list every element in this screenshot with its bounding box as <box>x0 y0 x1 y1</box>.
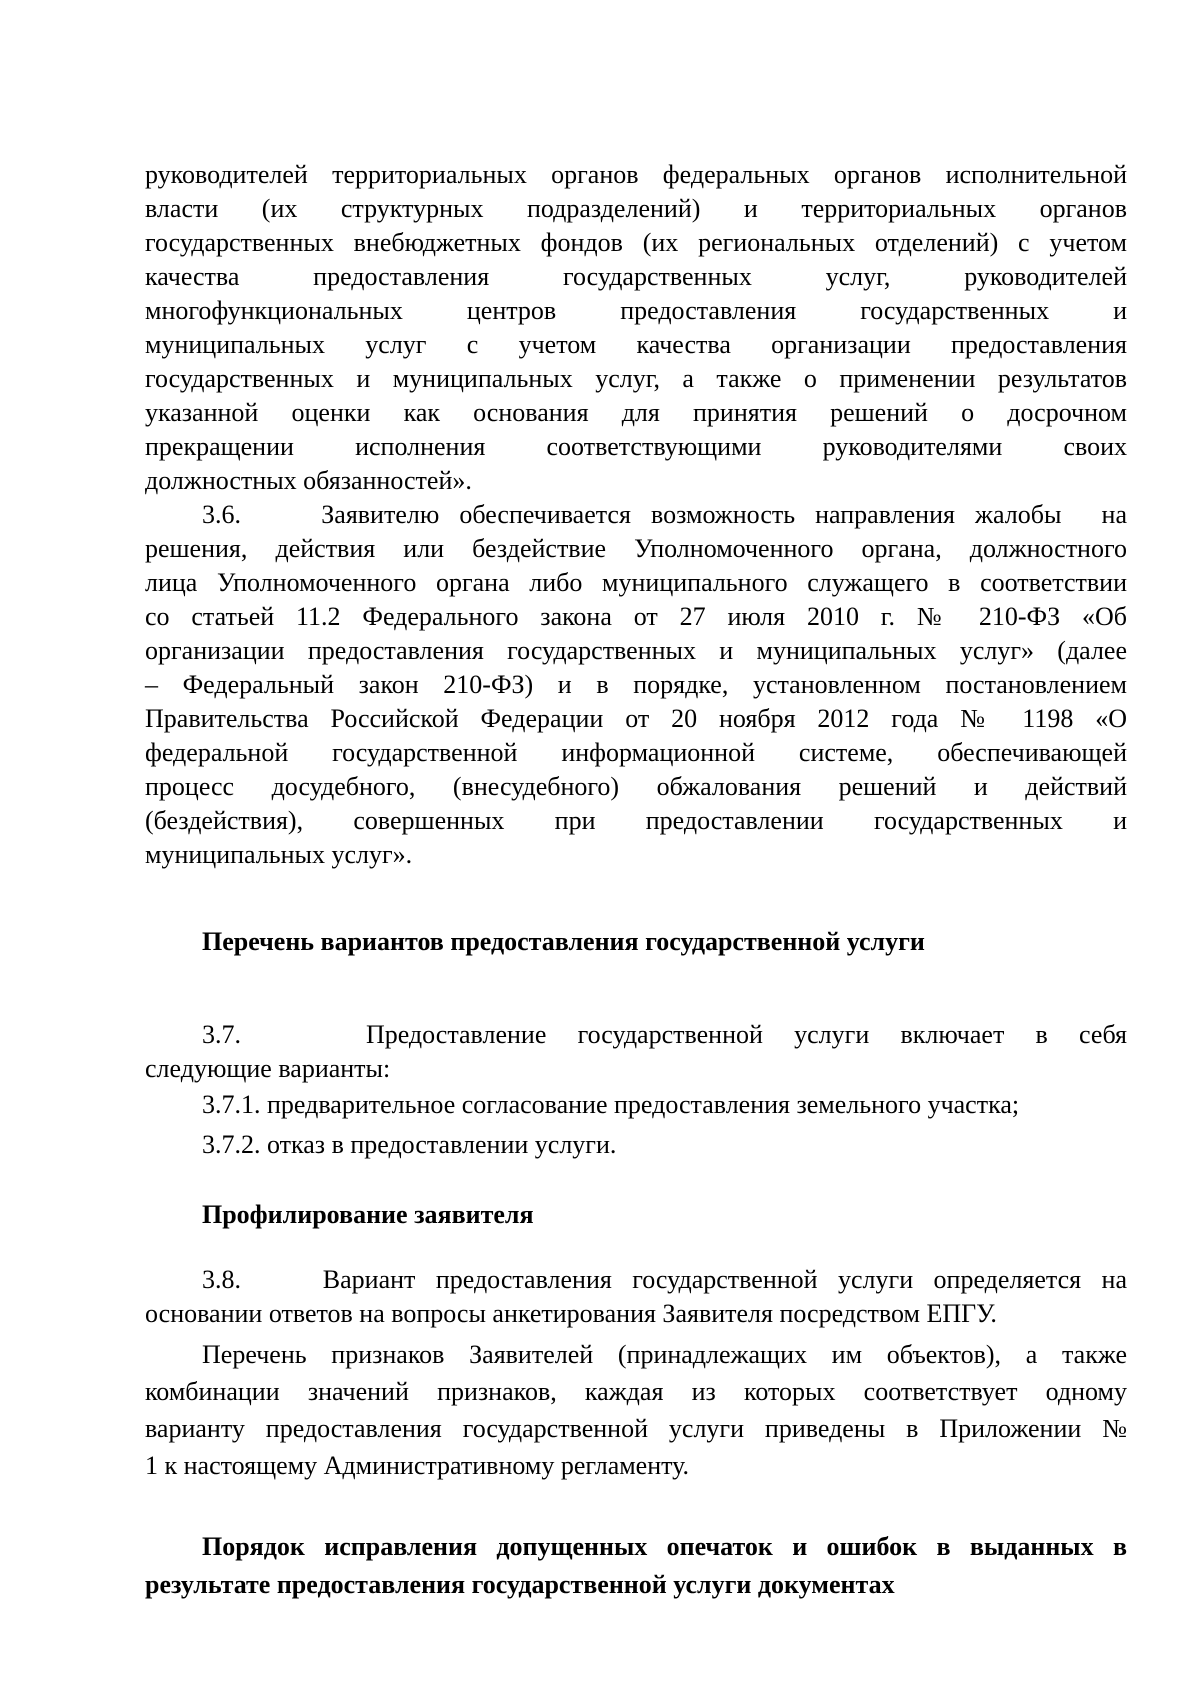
text-line: 3.6. Заявителю обеспечивается возможность направления жалобы на <box>202 500 1127 529</box>
text-line: качества предоставления государственных услуг, руководителей <box>145 262 1127 291</box>
paragraph-3-8 <box>145 1263 1127 1331</box>
text-line: 1 к настоящему Административному регламенту. <box>145 1451 690 1480</box>
list-item-3-7-1 <box>145 1088 1127 1122</box>
text-line: следующие варианты: <box>145 1054 391 1083</box>
text-line: Перечень признаков Заявителей (принадлежащих им объектов), а также <box>202 1340 1127 1369</box>
text-line: государственных внебюджетных фондов (их региональных отделений) с учетом <box>145 228 1127 257</box>
heading-profiling <box>145 1198 1127 1232</box>
list-item-3-7-2 <box>145 1128 1127 1162</box>
text-line: государственных и муниципальных услуг, а также о применении результатов <box>145 364 1127 393</box>
paragraph-evaluation-continuation <box>145 158 1127 498</box>
section-heading: Профилирование заявителя <box>202 1200 534 1229</box>
text-line: 3.7.2. отказ в предоставлении услуги. <box>202 1130 617 1159</box>
text-line: процесс досудебного, (внесудебного) обжалования решений и действий <box>145 772 1127 801</box>
section-heading-line: Порядок исправления допущенных опечаток и ошибок в выданных в <box>202 1532 1127 1561</box>
paragraph-3-7 <box>145 1018 1127 1086</box>
text-line: варианту предоставления государственной услуги приведены в Приложении № <box>145 1414 1127 1443</box>
text-line: власти (их структурных подразделений) и территориальных органов <box>145 194 1127 223</box>
text-line: Правительства Российской Федерации от 20 ноября 2012 года № 1198 «О <box>145 704 1127 733</box>
text-line: 3.8. Вариант предоставления государственной услуги определяется на <box>202 1265 1127 1294</box>
text-line: указанной оценки как основания для принятия решений о досрочном <box>145 398 1127 427</box>
text-line: прекращении исполнения соответствующими руководителями своих <box>145 432 1127 461</box>
section-heading: Перечень вариантов предоставления государственной услуги <box>202 927 925 956</box>
text-line: должностных обязанностей». <box>145 466 472 495</box>
text-line: организации предоставления государственных и муниципальных услуг» (далее <box>145 636 1127 665</box>
paragraph-applicant-signs <box>145 1336 1127 1484</box>
text-line: 3.7. Предоставление государственной услуги включает в себя <box>202 1020 1127 1049</box>
text-line: основании ответов на вопросы анкетирования Заявителя посредством ЕПГУ. <box>145 1299 997 1328</box>
text-line: руководителей территориальных органов федеральных органов исполнительной <box>145 160 1127 189</box>
heading-corrections <box>145 1528 1127 1604</box>
text-line: со статьей 11.2 Федерального закона от 27 июля 2010 г. № 210-ФЗ «Об <box>145 602 1127 631</box>
text-line: многофункциональных центров предоставления государственных и <box>145 296 1127 325</box>
text-line: муниципальных услуг». <box>145 840 413 869</box>
text-line: (бездействия), совершенных при предоставлении государственных и <box>145 806 1127 835</box>
text-line: федеральной государственной информационной системе, обеспечивающей <box>145 738 1127 767</box>
text-line: комбинации значений признаков, каждая из которых соответствует одному <box>145 1377 1127 1406</box>
text-line: муниципальных услуг с учетом качества организации предоставления <box>145 330 1127 359</box>
text-line: – Федеральный закон 210-ФЗ) и в порядке, установленном постановлением <box>145 670 1127 699</box>
section-heading-line: результате предоставления государственной услуги документах <box>145 1570 895 1599</box>
text-line: решения, действия или бездействие Уполномоченного органа, должностного <box>145 534 1127 563</box>
paragraph-3-6 <box>145 498 1127 872</box>
heading-variants <box>145 925 1127 959</box>
text-line: лица Уполномоченного органа либо муниципального служащего в соответствии <box>145 568 1127 597</box>
text-line: 3.7.1. предварительное согласование предоставления земельного участка; <box>202 1090 1020 1119</box>
